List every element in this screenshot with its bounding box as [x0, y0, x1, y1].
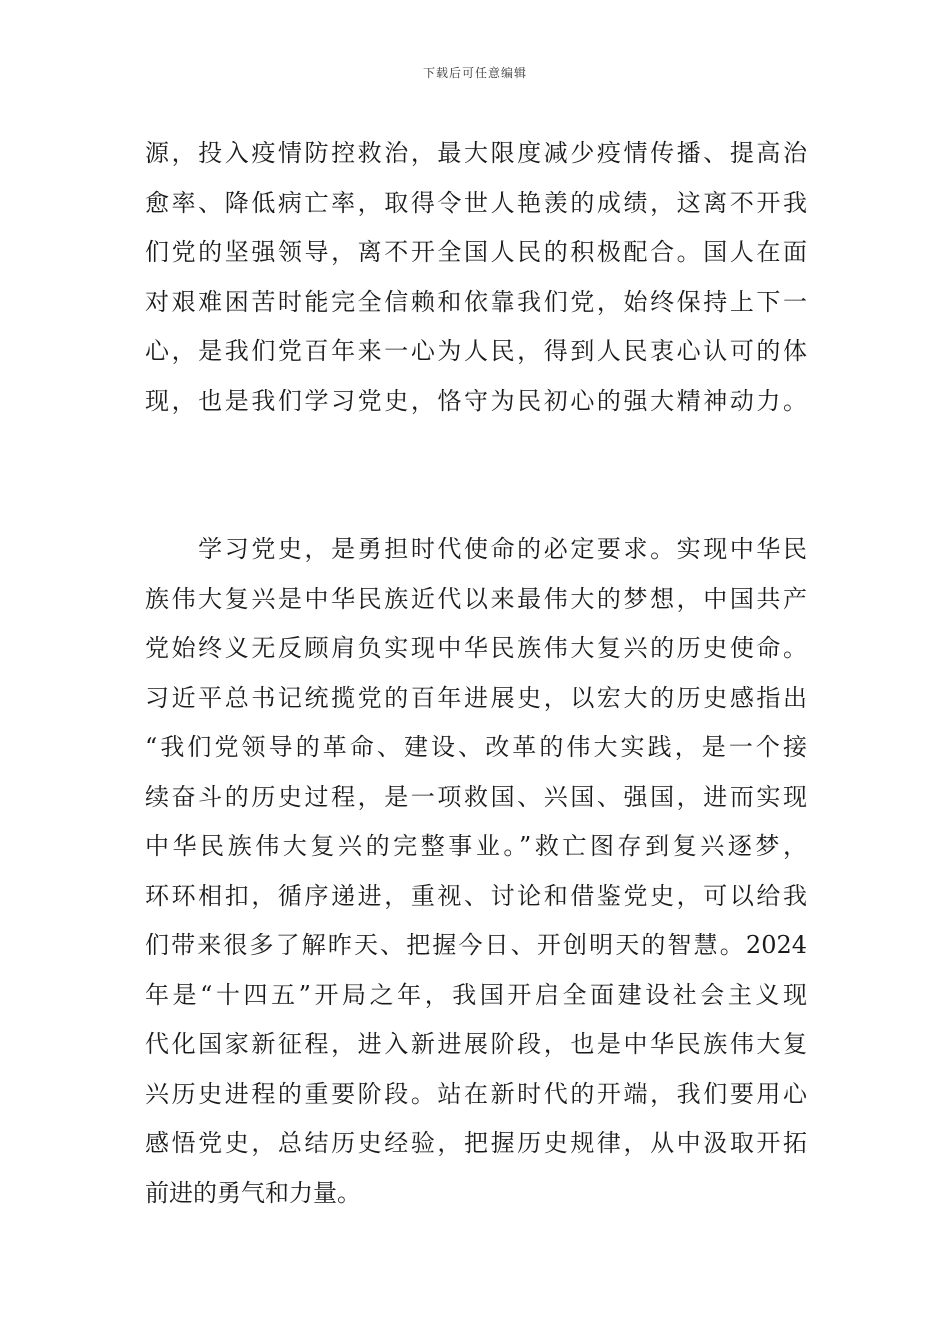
- paragraph-2: [145, 525, 807, 1218]
- paragraph-line: 心，是我们党百年来一心为人民，得到人民衷心认可的体: [145, 337, 807, 365]
- paragraph-line: 环环相扣，循序递进，重视、讨论和借鉴党史，可以给我: [145, 881, 807, 910]
- document-body: [145, 129, 807, 1218]
- paragraph-line: 党始终义无反顾肩负实现中华民族伟大复兴的历史使命。: [145, 634, 807, 662]
- paragraph-line: 们带来很多了解昨天、把握今日、开创明天的智慧。2024: [145, 931, 807, 959]
- paragraph-line: 中华民族伟大复兴的完整事业。”救亡图存到复兴逐梦，: [145, 832, 807, 860]
- paragraph-line: 现，也是我们学习党史，恪守为民初心的强大精神动力。: [145, 386, 807, 415]
- paragraph-line: 们党的坚强领导，离不开全国人民的积极配合。国人在面: [145, 238, 807, 266]
- paragraph-line: 族伟大复兴是中华民族近代以来最伟大的梦想，中国共产: [145, 584, 807, 613]
- paragraph-line: 学习党史，是勇担时代使命的必定要求。实现中华民: [145, 535, 807, 563]
- paragraph-gap: [145, 476, 807, 526]
- paragraph-line: 习近平总书记统揽党的百年进展史，以宏大的历史感指出: [145, 683, 807, 712]
- paragraph-line: 对艰难困苦时能完全信赖和依靠我们党，始终保持上下一: [145, 287, 807, 316]
- paragraph-line: “我们党领导的革命、建设、改革的伟大实践，是一个接: [145, 733, 807, 761]
- paragraph-line: 代化国家新征程，进入新进展阶段，也是中华民族伟大复: [145, 1030, 807, 1058]
- paragraph-line: 续奋斗的历史过程，是一项救国、兴国、强国，进而实现: [145, 782, 807, 811]
- paragraph-line: 愈率、降低病亡率，取得令世人艳羡的成绩，这离不开我: [145, 188, 807, 217]
- paragraph-line: 源，投入疫情防控救治，最大限度减少疫情传播、提高治: [145, 139, 807, 167]
- paragraph-line: 感悟党史，总结历史经验，把握历史规律，从中汲取开拓: [145, 1129, 807, 1157]
- paragraph-gap: [145, 426, 807, 476]
- paragraph-line: 年是“十四五”开局之年，我国开启全面建设社会主义现: [145, 980, 807, 1009]
- paragraph-1: [145, 129, 807, 426]
- paragraph-line-last: 前进的勇气和力量。: [145, 1178, 361, 1207]
- paragraph-line: 兴历史进程的重要阶段。站在新时代的开端，我们要用心: [145, 1079, 807, 1108]
- page-header: 下载后可任意编辑: [422, 66, 527, 80]
